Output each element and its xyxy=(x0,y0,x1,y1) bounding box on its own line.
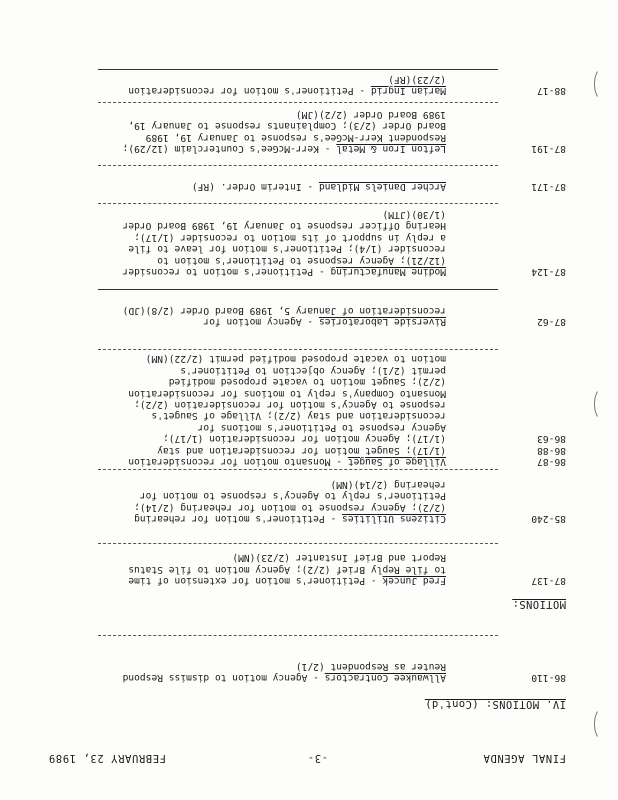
entry-line: response to Agency's motion for reconsideration (2/2); xyxy=(134,398,446,410)
entry-line: (1/17); Agency motion for reconsideration (1/17); xyxy=(162,433,446,445)
case-name: Archer Daniels Midland xyxy=(318,181,446,192)
section-heading-motions: MOTIONS: xyxy=(512,598,566,610)
case-number: 88-17 xyxy=(537,85,566,96)
separator-line xyxy=(98,543,498,544)
punch-hole-mark xyxy=(594,708,610,740)
section-heading-motions-contd: IV. MOTIONS: (Cont'd) xyxy=(424,698,566,710)
entry-line: Marian Ingrid - Petitioner's motion for reconsideration xyxy=(128,85,446,96)
separator-line xyxy=(98,289,498,290)
entry-line: permit (2/1); Agency objection to Petitioner's xyxy=(180,364,446,376)
entry-line: Citizens Utilities - Petitioner's motion for rehearing xyxy=(134,513,446,524)
case-name: Fred Juncek xyxy=(382,575,446,586)
entry-line: Allwaukee Contractors - Agency motion to dismiss Respond xyxy=(122,672,446,683)
page-number: -3- xyxy=(307,752,328,764)
entry-line: Riverside Laboratories - Agency motion for xyxy=(203,316,446,327)
entry-line: Reuter as Respondent (2/1) xyxy=(295,660,446,672)
entry-line: Board Order (2/3); Complainants response to January 19, xyxy=(128,120,446,132)
entry-line: Fred Juncek - Petitioner's motion for extension of time xyxy=(128,575,446,586)
case-name: Modine Manufacturing xyxy=(330,266,446,277)
entry-line: reconsider (1/4); Petitioner's motion for leave to file xyxy=(128,243,446,255)
entry-line: reconsideration of January 5, 1989 Board Order (2/8)(JD) xyxy=(122,304,446,316)
entry-line: Monsanto Company's reply to motions for reconsideration xyxy=(128,387,446,399)
separator-line xyxy=(98,203,498,204)
entry-line: Report and Brief Instanter (2/23)(NM) xyxy=(232,552,446,564)
punch-hole-mark xyxy=(594,388,610,420)
entry-line: reconsideration and stay (2/2); Village of Sauget's xyxy=(151,410,446,422)
entry-line: Respondent Kerr-McGee's response to January 19, 1989 xyxy=(145,131,446,143)
entry-line: motion to vacate proposed modified permit (2/22)(NM) xyxy=(145,353,446,365)
case-name: Lefton Iron & Metal xyxy=(336,143,446,154)
entry-line: Lefton Iron & Metal - Kerr-McGee's Counterclaim (12/29); xyxy=(122,143,446,154)
entry-line: Archer Daniels Midland - Interim Order. (RF) xyxy=(191,181,446,192)
case-number: 86-87 86-88 86-63 xyxy=(537,433,566,467)
separator-line xyxy=(98,349,498,350)
entry-line: (2/2); Sauget motion to vacate proposed modified xyxy=(168,376,446,388)
case-number: 87-124 xyxy=(531,266,566,277)
entry-line: (12/21); Agency response to Petitioner's motion to xyxy=(157,254,446,266)
entry-line: to file Reply Brief (2/2); Agency motion to file Status xyxy=(128,563,446,575)
separator-line xyxy=(98,469,498,470)
entry-line: (1/30)(JTM) xyxy=(382,208,446,220)
case-name: Village of Sauget xyxy=(347,456,446,467)
case-name: Riverside Laboratories xyxy=(318,316,446,327)
separator-line xyxy=(98,635,498,636)
punch-hole-mark xyxy=(594,68,610,100)
separator-line xyxy=(98,165,498,166)
entry-line: Petitioner's reply to Agency's response to motion for xyxy=(139,490,446,502)
entry-line: (1/17); Sauget motion for reconsideration and stay xyxy=(157,444,446,456)
separator-line xyxy=(98,102,498,103)
case-name: Allwaukee Contractors xyxy=(324,672,446,683)
case-number: 87-171 xyxy=(531,181,566,192)
case-number: 87-191 xyxy=(531,143,566,154)
case-number: 85-240 xyxy=(531,513,566,524)
entry-line: Village of Sauget - Monsanto motion for reconsideration xyxy=(128,456,446,467)
entry-line: Hearing Officer response to January 19, 1989 Board Order xyxy=(122,220,446,232)
entry-line: rehearing (2/14)(NM) xyxy=(330,478,446,490)
case-name: Marian Ingrid xyxy=(370,85,446,96)
case-number: 87-137 xyxy=(531,575,566,586)
entry-line: (2/23)(RF) xyxy=(388,73,446,85)
entry-line: a reply in support of its motion to reconsider (1/17); xyxy=(134,231,446,243)
entry-line: 1989 Board Order (2/2)(JM) xyxy=(295,108,446,120)
separator-line xyxy=(98,69,498,70)
agenda-title: FINAL AGENDA xyxy=(482,752,566,764)
entry-line: Agency response to Petitioner's motions for xyxy=(197,421,446,433)
case-number: 87-62 xyxy=(537,316,566,327)
entry-line: (2/2); Agency response to motion for rehearing (2/14); xyxy=(134,501,446,513)
entry-line: Modine Manufacturing - Petitioner's motion to reconsider xyxy=(122,266,446,277)
case-number: 86-110 xyxy=(531,672,566,683)
case-name: Citizens Utilities xyxy=(342,513,446,524)
agenda-date: FEBRUARY 23, 1989 xyxy=(48,752,166,764)
